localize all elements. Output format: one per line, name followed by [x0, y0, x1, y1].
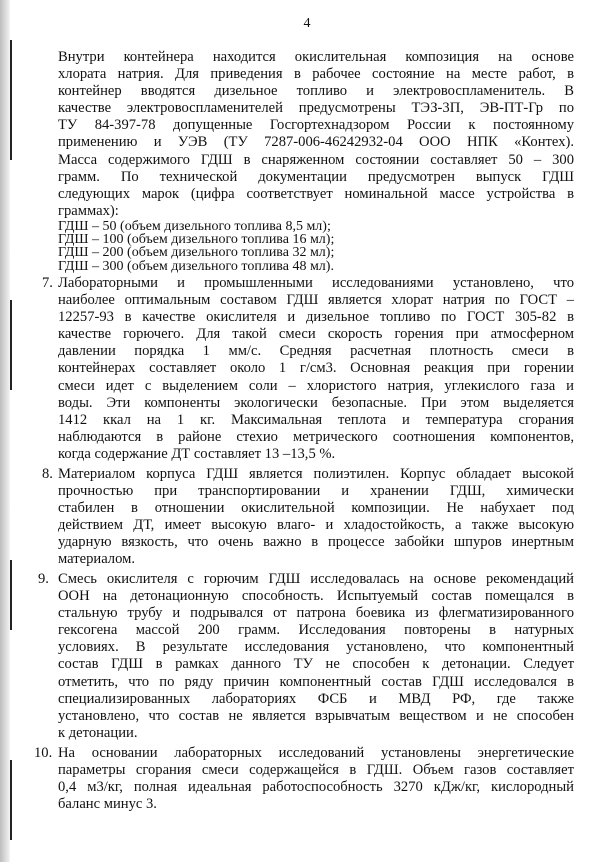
text-line: Масса содержимого ГДШ в снаряженном состоянии составляет 50 – 300	[58, 151, 574, 168]
text-line: ударную вязкость, что очень важно в процессе забойки шпуров инертным	[58, 534, 574, 551]
text-line: применению и УЭВ (ТУ 7287-006-46242932-04 ООО НПК «Контех).	[58, 134, 574, 151]
text-line: воды. Эти компоненты экологически безопасные. При этом выделяется	[58, 394, 574, 411]
text-line: Лабораторными и промышленными исследованиями установлено, что	[58, 275, 574, 291]
text-line: 1412 ккал на 1 кг. Максимальная теплота и температура сгорания	[58, 411, 574, 428]
item-number: 7.	[42, 275, 53, 291]
text-line: стальную трубу и подрывался от патрона боевика из флегматизированного	[58, 605, 574, 622]
text-line: Материалом корпуса ГДШ является полиэтилен. Корпус обладает высокой	[58, 466, 574, 482]
scan-binding-mark	[10, 760, 12, 840]
text-line: действием ДТ, имеет высокую влаго- и хладостойкость, а также высокую	[58, 517, 574, 534]
text-line: 12257-93 в качестве окислителя и дизельное топливо по ГОСТ 305-82 в	[58, 309, 574, 326]
text-line: качестве электровоспламенителей предусмотрены ТЭЗ-3П, ЭВ-ПТ-Гр по	[58, 100, 574, 117]
scan-binding-mark	[10, 560, 12, 630]
item-number: 9.	[38, 571, 49, 587]
text-line: баланс минус 3.	[58, 796, 157, 813]
text-line: Смесь окислителя с горючим ГДШ исследовалась на основе рекомендаций	[58, 571, 574, 587]
text-line: смеси идет с выделением соли – хлористого натрия, углекислого газа и	[58, 377, 574, 394]
scan-binding-mark	[10, 40, 12, 160]
list-item: ГДШ – 100 (объем дизельного топлива 16 мл);	[58, 233, 335, 247]
text-line: стабилен в отношении окислительной композиции. Не набухает под	[58, 500, 574, 517]
text-line: ТУ 84-397-78 допущенные Госгортехнадзором России к постоянному	[58, 117, 574, 134]
text-line: хлората натрия. Для приведения в рабочее состояние на месте работ, в	[58, 66, 574, 83]
text-line: условиях. В результате исследования установлено, что компонентный	[58, 639, 574, 656]
text-line: контейнерах составляет около 1 г/см3. Основная реакция при горении	[58, 360, 574, 377]
scan-binding-mark	[10, 300, 12, 390]
text-line: специализированных лабораториях ФСБ и МВД РФ, где также	[58, 690, 574, 707]
text-line: ООН на детонационную способность. Испытуемый состав помещался в	[58, 588, 574, 605]
text-line: грамм. По технической документации предусмотрен выпуск ГДШ	[58, 168, 574, 185]
text-line: гексогена массой 200 грамм. Исследования повторены в натурных	[58, 622, 574, 639]
text-line: когда содержание ДТ составляет 13 –13,5 %.	[58, 445, 336, 462]
text-line: следующих марок (цифра соответствует номинальной массе устройства в	[58, 185, 574, 202]
text-line: параметры сгорания смеси содержащейся в ГДШ. Объем газов составляет	[58, 762, 574, 779]
page-number: 4	[303, 16, 311, 31]
scan-left-edge	[0, 0, 10, 862]
text-line: граммах):	[58, 202, 119, 219]
text-line: наиболее оптимальным составом ГДШ является хлорат натрия по ГОСТ –	[58, 292, 574, 309]
text-line: отметить, что по ряду причин компонентный состав ГДШ исследовался в	[58, 673, 574, 690]
text-line: качестве горючего. Для такой смеси скорость горения при атмосферном	[58, 326, 574, 343]
text-line: давлении порядка 1 мм/с. Средняя расчетная плотность смеси в	[58, 343, 574, 360]
list-item: ГДШ – 50 (объем дизельного топлива 8,5 мл);	[58, 220, 331, 234]
text-line: Внутри контейнера находится окислительная композиция на основе	[58, 49, 574, 65]
text-line: наблюдаются в районе стехио метрического соотношения компонентов,	[58, 428, 574, 445]
text-line: 0,4 м3/кг, полная идеальная работоспособность 3270 кДж/кг, кислородный	[58, 779, 574, 796]
text-line: установлено, что состав не является взрывчатым веществом и не способен	[58, 707, 574, 724]
text-line: контейнер вводятся дизельное топливо и электровоспламенитель. В	[58, 83, 574, 100]
grades-list	[58, 220, 398, 273]
intro-paragraph	[58, 49, 574, 220]
item-8-paragraph	[58, 466, 574, 569]
item-number: 10.	[34, 745, 53, 761]
list-item: ГДШ – 300 (объем дизельного топлива 48 мл).	[58, 259, 334, 273]
item-7-paragraph	[58, 275, 574, 463]
text-line: На основании лабораторных исследований установлены энергетические	[58, 745, 574, 761]
text-line: состав ГДШ в рамках данного ТУ не способен к детонации. Следует	[58, 656, 574, 673]
text-line: прочностью при транспортировании и хранении ГДШ, химически	[58, 483, 574, 500]
item-9-paragraph	[58, 571, 574, 742]
list-item: ГДШ – 200 (объем дизельного топлива 32 мл);	[58, 246, 335, 260]
item-10-paragraph	[58, 745, 574, 813]
item-number: 8.	[42, 466, 53, 482]
text-line: к детонации.	[58, 724, 138, 741]
text-line: материалом.	[58, 551, 135, 568]
